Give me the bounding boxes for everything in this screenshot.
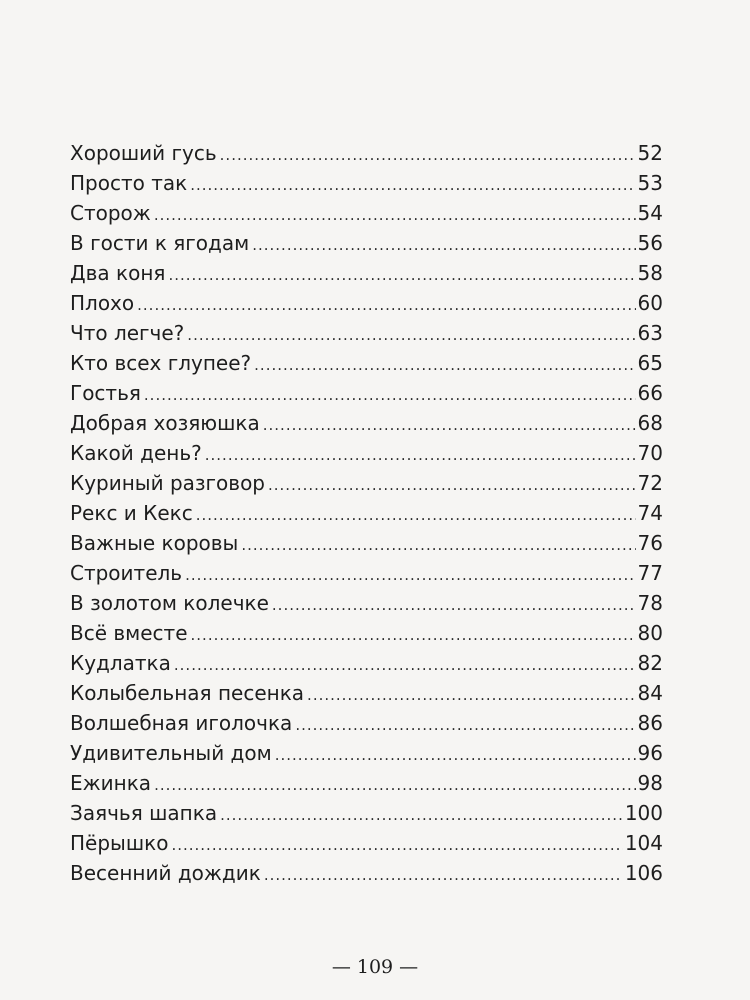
toc-entry-page: 66 [637, 381, 663, 405]
toc-entry-page: 74 [637, 501, 663, 525]
toc-entry-title: Ежинка [70, 771, 152, 795]
toc-entry-title: Два коня [70, 261, 166, 285]
toc-entry-page: 78 [637, 591, 663, 615]
toc-entry [70, 648, 663, 678]
toc-entry-title: Плохо [70, 291, 135, 315]
toc-entry-page: 100 [624, 801, 663, 825]
dot-leader [254, 350, 635, 380]
toc-entry [70, 828, 663, 858]
toc-entry-title: Заячья шапка [70, 801, 218, 825]
toc-entry [70, 708, 663, 738]
toc-entry [70, 288, 663, 318]
dot-leader [220, 140, 636, 170]
dot-leader [187, 320, 635, 350]
toc-entry [70, 228, 663, 258]
dot-leader [220, 800, 623, 830]
toc-entry-page: 80 [637, 621, 663, 645]
toc-entry-page: 82 [637, 651, 663, 675]
toc-entry-page: 77 [637, 561, 663, 585]
toc-entry-page: 98 [637, 771, 663, 795]
toc-entry-page: 63 [637, 321, 663, 345]
toc-entry [70, 408, 663, 438]
dot-leader [268, 470, 636, 500]
toc-entry [70, 768, 663, 798]
toc-entry-page: 72 [637, 471, 663, 495]
toc-entry-page: 53 [637, 171, 663, 195]
toc-entry-page: 60 [637, 291, 663, 315]
dot-leader [252, 230, 635, 260]
toc-entry [70, 618, 663, 648]
toc-entry-title: Куриный разговор [70, 471, 265, 495]
dot-leader [144, 380, 636, 410]
toc-entry [70, 138, 663, 168]
toc-entry-page: 68 [637, 411, 663, 435]
toc-entry-title: Сторож [70, 201, 151, 225]
dot-leader [154, 200, 636, 230]
dot-leader [174, 650, 636, 680]
toc-entry-title: Строитель [70, 561, 183, 585]
dot-leader [307, 680, 636, 710]
dot-leader [168, 260, 635, 290]
toc-entry [70, 378, 663, 408]
toc-entry [70, 438, 663, 468]
dot-leader [272, 590, 636, 620]
toc-entry [70, 738, 663, 768]
dot-leader [205, 440, 636, 470]
toc-entry-title: Всё вместе [70, 621, 188, 645]
dot-leader [275, 740, 636, 770]
page-number: — 109 — [331, 956, 419, 978]
toc-entry [70, 558, 663, 588]
dot-leader [196, 500, 636, 530]
toc-entry [70, 798, 663, 828]
toc-entry [70, 858, 663, 888]
dot-leader [185, 560, 635, 590]
toc-entry-title: В золотом колечке [70, 591, 269, 615]
toc-entry-page: 106 [624, 861, 663, 885]
toc-entry [70, 528, 663, 558]
toc-entry [70, 348, 663, 378]
table-of-contents [70, 138, 663, 888]
toc-entry-title: Добрая хозяюшка [70, 411, 260, 435]
toc-entry-title: В гости к ягодам [70, 231, 250, 255]
toc-entry [70, 498, 663, 528]
toc-entry-title: Рекс и Кекс [70, 501, 193, 525]
toc-entry [70, 588, 663, 618]
dot-leader [191, 620, 636, 650]
toc-entry-page: 96 [637, 741, 663, 765]
toc-entry-title: Какой день? [70, 441, 202, 465]
toc-entry-title: Что легче? [70, 321, 185, 345]
toc-entry-title: Гостья [70, 381, 141, 405]
dot-leader [171, 830, 622, 860]
toc-entry-title: Весенний дождик [70, 861, 261, 885]
dot-leader [154, 770, 635, 800]
dot-leader [190, 170, 635, 200]
toc-entry-title: Кто всех глупее? [70, 351, 252, 375]
toc-entry-title: Хороший гусь [70, 141, 217, 165]
toc-entry-page: 70 [637, 441, 663, 465]
toc-entry-page: 104 [624, 831, 663, 855]
toc-entry [70, 318, 663, 348]
toc-entry [70, 468, 663, 498]
toc-entry [70, 258, 663, 288]
dot-leader [241, 530, 635, 560]
toc-entry [70, 198, 663, 228]
toc-entry [70, 678, 663, 708]
toc-entry-title: Волшебная иголочка [70, 711, 293, 735]
toc-entry-title: Колыбельная песенка [70, 681, 305, 705]
toc-entry-page: 58 [637, 261, 663, 285]
toc-entry-title: Пёрышко [70, 831, 169, 855]
toc-entry-title: Просто так [70, 171, 188, 195]
toc-entry [70, 168, 663, 198]
toc-entry-page: 84 [637, 681, 663, 705]
toc-entry-page: 54 [637, 201, 663, 225]
toc-entry-title: Удивительный дом [70, 741, 272, 765]
toc-entry-page: 86 [637, 711, 663, 735]
toc-entry-title: Важные коровы [70, 531, 239, 555]
dot-leader [263, 410, 636, 440]
toc-entry-page: 52 [637, 141, 663, 165]
dot-leader [295, 710, 635, 740]
toc-entry-title: Кудлатка [70, 651, 171, 675]
toc-entry-page: 56 [637, 231, 663, 255]
dot-leader [137, 290, 635, 320]
dot-leader [264, 860, 623, 890]
toc-entry-page: 65 [637, 351, 663, 375]
toc-entry-page: 76 [637, 531, 663, 555]
